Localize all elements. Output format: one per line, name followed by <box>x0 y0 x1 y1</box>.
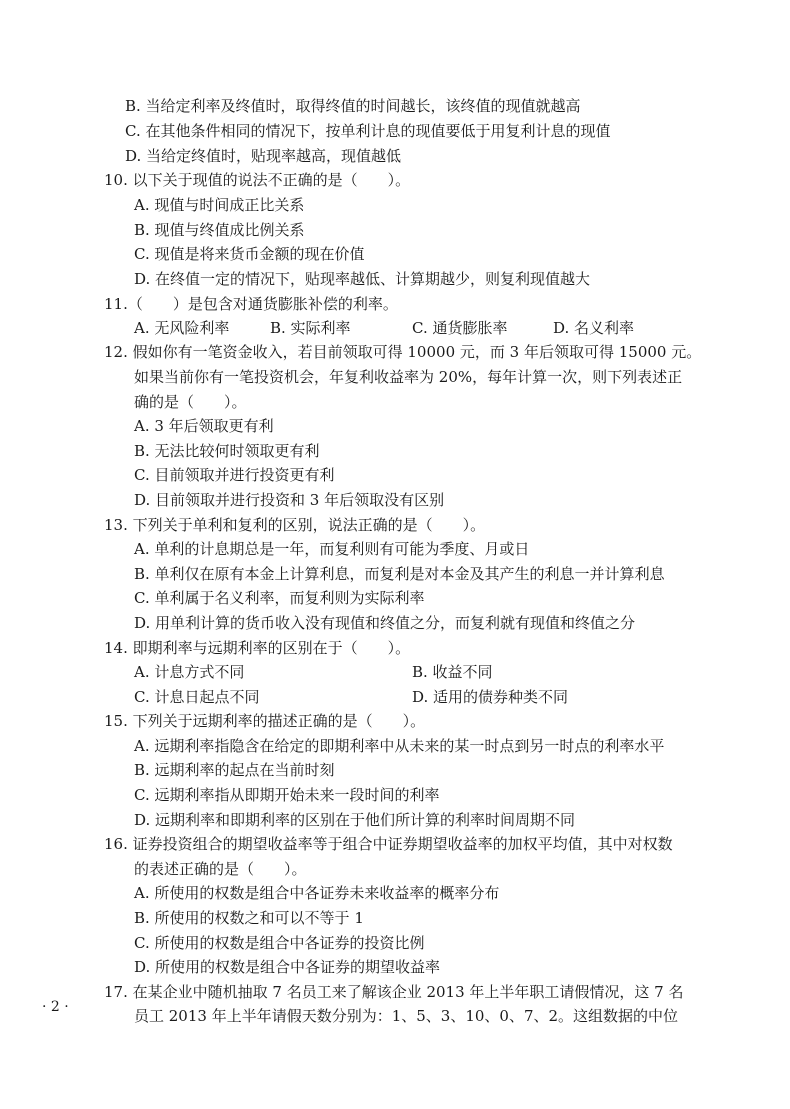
question-14-option-d: D. 适用的债券种类不同 <box>412 688 569 706</box>
question-14-option-b: B. 收益不同 <box>412 663 493 681</box>
question-11-stem: 11.（ ）是包含对通货膨胀补偿的利率。 <box>104 295 398 313</box>
question-15-option-c: C. 远期利率指从即期开始未来一段时间的利率 <box>134 786 440 804</box>
question-15-stem: 15. 下列关于远期利率的描述正确的是（ ）。 <box>104 712 426 730</box>
question-15-option-b: B. 远期利率的起点在当前时刻 <box>134 761 335 779</box>
question-13-option-d: D. 用单利计算的货币收入没有现值和终值之分，而复利就有现值和终值之分 <box>134 614 636 632</box>
question-11-option-b: B. 实际利率 <box>270 319 351 337</box>
question-14-options-row-1 <box>0 662 790 682</box>
question-10-option-d: D. 在终值一定的情况下，贴现率越低、计算期越少，则复利现值越大 <box>134 270 591 288</box>
question-14-options-row-2 <box>0 687 790 707</box>
question-12-stem-line-2: 如果当前你有一笔投资机会，年复利收益率为 20%，每年计算一次，则下列表述正 <box>134 368 683 386</box>
question-16-stem-line-1: 16. 证券投资组合的期望收益率等于组合中证券期望收益率的加权平均值，其中对权数 <box>104 835 673 853</box>
question-10-option-a: A. 现值与时间成正比关系 <box>134 196 305 214</box>
question-12-stem-line-3: 确的是（ ）。 <box>134 393 247 411</box>
question-12-option-a: A. 3 年后领取更有利 <box>134 417 274 435</box>
question-11-option-a: A. 无风险利率 <box>134 319 230 337</box>
question-15-option-d: D. 远期利率和即期利率的区别在于他们所计算的利率时间周期不同 <box>134 811 576 829</box>
option-d-prev: D. 当给定终值时，贴现率越高，现值越低 <box>125 147 402 165</box>
question-16-stem-line-2: 的表述正确的是（ ）。 <box>134 860 307 878</box>
question-13-stem: 13. 下列关于单利和复利的区别，说法正确的是（ ）。 <box>104 516 486 534</box>
question-10-option-c: C. 现值是将来货币金额的现在价值 <box>134 245 365 263</box>
question-13-option-c: C. 单利属于名义利率，而复利则为实际利率 <box>134 589 425 607</box>
question-16-option-d: D. 所使用的权数是组合中各证券的期望收益率 <box>134 958 441 976</box>
question-14-option-a: A. 计息方式不同 <box>134 663 245 681</box>
question-12-option-d: D. 目前领取并进行投资和 3 年后领取没有区别 <box>134 491 445 509</box>
question-13-option-b: B. 单利仅在原有本金上计算利息，而复利是对本金及其产生的利息一并计算利息 <box>134 565 665 583</box>
question-14-stem: 14. 即期利率与远期利率的区别在于（ ）。 <box>104 639 411 657</box>
question-12-option-c: C. 目前领取并进行投资更有利 <box>134 466 335 484</box>
question-10-stem: 10. 以下关于现值的说法不正确的是（ ）。 <box>104 171 411 189</box>
option-c-prev: C. 在其他条件相同的情况下，按单利计息的现值要低于用复利计息的现值 <box>125 122 611 140</box>
question-16-option-b: B. 所使用的权数之和可以不等于 1 <box>134 909 364 927</box>
question-12-stem-line-1: 12. 假如你有一笔资金收入，若目前领取可得 10000 元，而 3 年后领取可得 15000 元。 <box>104 343 702 361</box>
question-14-option-c: C. 计息日起点不同 <box>134 688 260 706</box>
question-17-stem-line-1: 17. 在某企业中随机抽取 7 名员工来了解该企业 2013 年上半年职工请假情况，这 7 名 <box>104 983 684 1001</box>
question-16-option-c: C. 所使用的权数是组合中各证券的投资比例 <box>134 934 425 952</box>
question-11-options <box>0 318 790 338</box>
option-b-prev: B. 当给定利率及终值时，取得终值的时间越长，该终值的现值就越高 <box>125 97 581 115</box>
question-15-option-a: A. 远期利率指隐含在给定的即期利率中从未来的某一时点到另一时点的利率水平 <box>134 737 665 755</box>
question-10-option-b: B. 现值与终值成比例关系 <box>134 221 305 239</box>
question-12-option-b: B. 无法比较何时领取更有利 <box>134 442 320 460</box>
question-11-option-d: D. 名义利率 <box>553 319 635 337</box>
question-16-option-a: A. 所使用的权数是组合中各证券未来收益率的概率分布 <box>134 884 500 902</box>
question-11-option-c: C. 通货膨胀率 <box>412 319 508 337</box>
question-13-option-a: A. 单利的计息期总是一年，而复利则有可能为季度、月或日 <box>134 540 530 558</box>
question-17-stem-line-2: 员工 2013 年上半年请假天数分别为：1、5、3、10、0、7、2。这组数据的中位 <box>134 1007 679 1025</box>
page-number: · 2 · <box>42 999 69 1015</box>
